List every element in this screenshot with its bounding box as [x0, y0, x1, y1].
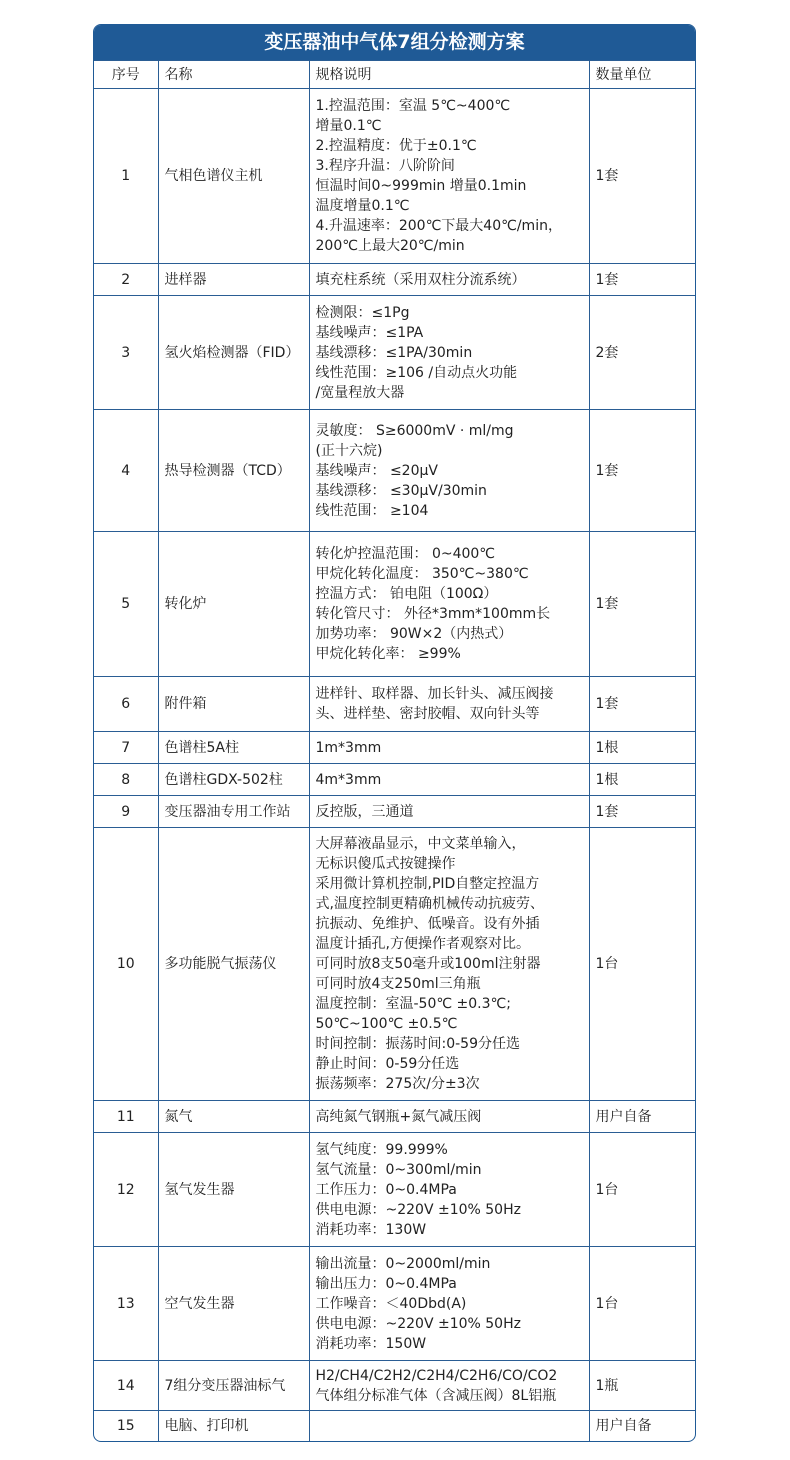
row-spec	[309, 1411, 589, 1442]
row-index: 6	[94, 677, 158, 732]
row-spec: 进样针、取样器、加长针头、减压阀接 头、进样垫、密封胶帽、双向针头等	[309, 677, 589, 732]
row-index: 8	[94, 764, 158, 796]
row-name: 电脑、打印机	[158, 1411, 309, 1442]
header-quantity: 数量单位	[589, 61, 696, 89]
row-name: 多功能脱气振荡仪	[158, 828, 309, 1101]
row-index: 11	[94, 1101, 158, 1133]
row-index: 9	[94, 796, 158, 828]
row-quantity: 1台	[589, 1247, 696, 1361]
row-index: 13	[94, 1247, 158, 1361]
row-name: 变压器油专用工作站	[158, 796, 309, 828]
header-index: 序号	[94, 61, 158, 89]
row-name: 气相色谱仪主机	[158, 89, 309, 264]
header-name: 名称	[158, 61, 309, 89]
row-quantity: 用户自备	[589, 1101, 696, 1133]
row-spec: 大屏幕液晶显示，中文菜单输入， 无标识傻瓜式按键操作 采用微计算机控制,PID自整定控温方 式,温度控制更精确机械传动抗疲劳、 抗振动、免维护、低噪音。设有外插 温度计插孔,方便操作者观察对比。 可同时放8支50毫升或100ml注射器 可同时放4支250ml三角瓶 温度控制：室温-50℃ ±0.3℃; 50℃~100℃ ±0.5℃ 时间控制：振荡时间:0-59分任选 静止时间：0-59分任选 振荡频率：275次/分±3次	[309, 828, 589, 1101]
table-row	[94, 828, 696, 1101]
row-name: 7组分变压器油标气	[158, 1361, 309, 1411]
table-row	[94, 1133, 696, 1247]
row-index: 14	[94, 1361, 158, 1411]
row-quantity: 1套	[589, 89, 696, 264]
row-quantity: 1套	[589, 532, 696, 677]
row-name: 空气发生器	[158, 1247, 309, 1361]
row-spec: 检测限：≤1Pg 基线噪声：≤1PA 基线漂移：≤1PA/30min 线性范围：≥106 /自动点火功能 /宽量程放大器	[309, 296, 589, 410]
table-row	[94, 1101, 696, 1133]
spec-table	[94, 60, 696, 1442]
row-index: 3	[94, 296, 158, 410]
spec-table-frame	[93, 24, 696, 1442]
row-index: 2	[94, 264, 158, 296]
header-row	[94, 61, 696, 89]
row-quantity: 1根	[589, 764, 696, 796]
table-row	[94, 732, 696, 764]
row-spec: 转化炉控温范围： 0~400℃ 甲烷化转化温度： 350℃~380℃ 控温方式： 铂电阻（100Ω） 转化管尺寸： 外径*3mm*100mm长 加势功率： 90W×2（内热式） 甲烷化转化率： ≥99%	[309, 532, 589, 677]
row-name: 色谱柱GDX-502柱	[158, 764, 309, 796]
table-row	[94, 410, 696, 532]
row-quantity: 1台	[589, 1133, 696, 1247]
row-spec: H2/CH4/C2H2/C2H4/C2H6/CO/CO2 气体组分标准气体（含减压阀）8L铝瓶	[309, 1361, 589, 1411]
table-title: 变压器油中气体7组分检测方案	[94, 25, 695, 60]
row-quantity: 1瓶	[589, 1361, 696, 1411]
row-spec: 1.控温范围：室温 5℃~400℃ 增量0.1℃ 2.控温精度：优于±0.1℃ 3.程序升温：八阶阶间 恒温时间0~999min 增量0.1min 温度增量0.1℃ 4.升温速率：200℃下最大40℃/min， 200℃上最大20℃/min	[309, 89, 589, 264]
row-name: 附件箱	[158, 677, 309, 732]
row-index: 10	[94, 828, 158, 1101]
row-spec: 高纯氮气钢瓶+氮气减压阀	[309, 1101, 589, 1133]
row-quantity: 1套	[589, 796, 696, 828]
table-row	[94, 532, 696, 677]
row-quantity: 1台	[589, 828, 696, 1101]
table-row	[94, 764, 696, 796]
row-quantity: 1根	[589, 732, 696, 764]
row-name: 热导检测器（TCD）	[158, 410, 309, 532]
table-row	[94, 677, 696, 732]
row-index: 4	[94, 410, 158, 532]
row-name: 氢气发生器	[158, 1133, 309, 1247]
table-row	[94, 1361, 696, 1411]
row-index: 15	[94, 1411, 158, 1442]
row-quantity: 1套	[589, 677, 696, 732]
table-row	[94, 264, 696, 296]
row-spec: 灵敏度： S≥6000mV · ml/mg (正十六烷) 基线噪声： ≤20μV 基线漂移： ≤30μV/30min 线性范围： ≥104	[309, 410, 589, 532]
row-spec: 反控版，三通道	[309, 796, 589, 828]
row-index: 12	[94, 1133, 158, 1247]
table-row	[94, 89, 696, 264]
row-quantity: 1套	[589, 264, 696, 296]
row-index: 1	[94, 89, 158, 264]
header-spec: 规格说明	[309, 61, 589, 89]
table-row	[94, 796, 696, 828]
row-index: 7	[94, 732, 158, 764]
row-spec: 4m*3mm	[309, 764, 589, 796]
row-quantity: 用户自备	[589, 1411, 696, 1442]
row-name: 色谱柱5A柱	[158, 732, 309, 764]
table-row	[94, 296, 696, 410]
row-name: 转化炉	[158, 532, 309, 677]
row-spec: 1m*3mm	[309, 732, 589, 764]
row-spec: 填充柱系统（采用双柱分流系统）	[309, 264, 589, 296]
row-name: 进样器	[158, 264, 309, 296]
row-spec: 输出流量：0~2000ml/min 输出压力：0~0.4MPa 工作噪音：＜40Dbd(A) 供电电源：~220V ±10% 50Hz 消耗功率：150W	[309, 1247, 589, 1361]
row-index: 5	[94, 532, 158, 677]
row-quantity: 2套	[589, 296, 696, 410]
row-name: 氢火焰检测器（FID）	[158, 296, 309, 410]
table-row	[94, 1247, 696, 1361]
table-row	[94, 1411, 696, 1442]
row-name: 氮气	[158, 1101, 309, 1133]
row-spec: 氢气纯度：99.999% 氢气流量：0~300ml/min 工作压力：0~0.4MPa 供电电源：~220V ±10% 50Hz 消耗功率：130W	[309, 1133, 589, 1247]
row-quantity: 1套	[589, 410, 696, 532]
